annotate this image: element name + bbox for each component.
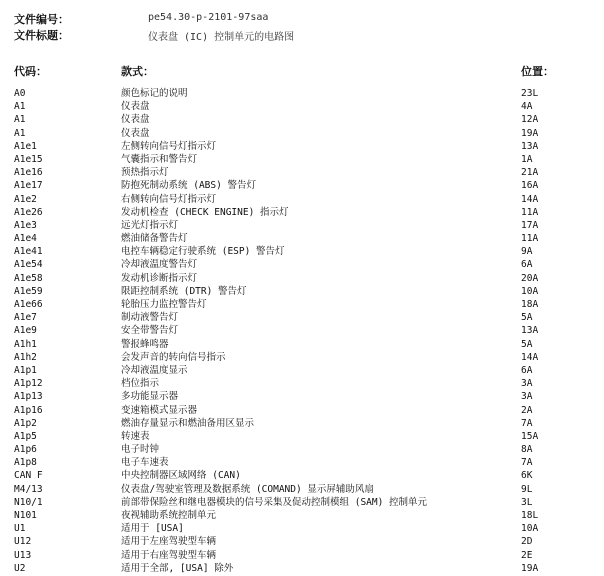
table-row — [0, 166, 604, 179]
component-description: 气囊指示和警告灯 — [121, 153, 198, 165]
table-row — [0, 100, 604, 113]
table-row — [0, 562, 604, 575]
component-code: A1e17 — [14, 180, 43, 192]
component-position: 13A — [521, 325, 539, 337]
component-code: A1e4 — [14, 233, 37, 245]
table-row — [0, 496, 604, 509]
component-description: 适用于 [USA] — [121, 523, 184, 535]
component-position: 16A — [521, 180, 539, 192]
component-code: A1e54 — [14, 259, 43, 271]
component-position: 18L — [521, 510, 539, 521]
component-position: 11A — [521, 206, 539, 218]
component-description: 前部带保险丝和继电器模块的信号采集及促动控制模组 (SAM) 控制单元 — [121, 496, 428, 508]
component-description: 适用于右座驾驶型车辆 — [121, 549, 217, 561]
component-position: 5A — [521, 338, 533, 350]
table-row — [0, 298, 604, 311]
component-position: 9L — [521, 483, 533, 495]
component-description: 左侧转向信号灯指示灯 — [121, 140, 217, 152]
component-position: 6A — [521, 364, 533, 376]
table-row — [0, 311, 604, 324]
table-row — [0, 522, 604, 535]
component-code: A1p5 — [14, 430, 37, 442]
component-code: A1h1 — [14, 338, 37, 350]
table-row — [0, 483, 604, 496]
component-position: 13A — [521, 140, 539, 152]
component-code: A1p12 — [14, 378, 43, 390]
table-row — [0, 127, 604, 140]
component-description: 限距控制系统 (DTR) 警告灯 — [121, 285, 247, 297]
component-description: 警报蜂鸣器 — [121, 338, 169, 350]
component-code: U2 — [14, 562, 26, 574]
table-row — [0, 364, 604, 377]
component-position: 17A — [521, 219, 539, 231]
component-code: A1e3 — [14, 219, 37, 231]
component-code: A1e58 — [14, 272, 43, 284]
table-row — [0, 377, 604, 390]
component-position: 10A — [521, 523, 539, 535]
pos-column-header: 位置： — [521, 65, 554, 78]
component-code: M4/13 — [14, 483, 43, 495]
desc-column-header: 款式： — [121, 65, 154, 78]
table-row — [0, 113, 604, 126]
component-description: 制动液警告灯 — [121, 312, 179, 324]
table-row — [0, 456, 604, 469]
component-position: 2A — [521, 404, 533, 416]
component-description: 仪表盘 — [121, 127, 150, 139]
component-position: 3A — [521, 391, 533, 403]
table-row — [0, 469, 604, 482]
component-code: A1p16 — [14, 404, 43, 416]
component-position: 9A — [521, 246, 533, 258]
component-description: 远光灯指示灯 — [121, 219, 179, 231]
component-description: 夜视辅助系统控制单元 — [121, 510, 217, 521]
component-code: A1e41 — [14, 246, 43, 258]
doc-title-label: 文件标题： — [14, 29, 69, 42]
component-code: A1p6 — [14, 444, 37, 456]
component-position: 5A — [521, 312, 533, 324]
component-description: 防抱死制动系统 (ABS) 警告灯 — [121, 180, 257, 192]
component-position: 12A — [521, 114, 539, 126]
table-row — [0, 417, 604, 430]
doc-title-value: 仪表盘 (IC) 控制单元的电路图 — [148, 32, 295, 43]
component-code: A1 — [14, 101, 26, 113]
table-row — [0, 509, 604, 522]
component-code: A1h2 — [14, 351, 37, 363]
component-description: 档位指示 — [121, 378, 160, 390]
component-description: 右侧转向信号灯指示灯 — [121, 193, 217, 205]
component-description: 多功能显示器 — [121, 391, 179, 403]
component-position: 19A — [521, 127, 539, 139]
component-description: 变速箱模式显示器 — [121, 404, 198, 416]
component-position: 11A — [521, 233, 539, 245]
doc-number-value: pe54.30-p-2101-97saa — [148, 12, 269, 23]
component-position: 14A — [521, 351, 539, 363]
table-row — [0, 232, 604, 245]
component-position: 1A — [521, 153, 533, 165]
table-row — [0, 285, 604, 298]
table-row — [0, 179, 604, 192]
component-code: A1e1 — [14, 140, 37, 152]
component-position: 3A — [521, 378, 533, 390]
component-code: A1p2 — [14, 417, 37, 429]
table-row — [0, 153, 604, 166]
table-row — [0, 87, 604, 100]
component-description: 轮胎压力监控警告灯 — [121, 299, 207, 310]
table-row — [0, 193, 604, 206]
component-description: 仪表盘/驾驶室管理及数据系统 (COMAND) 显示屏辅助风扇 — [121, 483, 374, 495]
component-description: 燃油存量显示和燃油备用区显示 — [121, 417, 255, 429]
component-list — [0, 87, 604, 575]
component-code: A1 — [14, 114, 26, 126]
table-row — [0, 351, 604, 364]
component-description: 中央控制器区域网络 (CAN) — [121, 470, 241, 482]
component-code: A1 — [14, 127, 26, 139]
component-code: N101 — [14, 510, 37, 521]
component-code: U1 — [14, 523, 26, 535]
component-position: 20A — [521, 272, 539, 284]
component-code: A1p13 — [14, 391, 43, 403]
component-code: U13 — [14, 549, 32, 561]
component-position: 21A — [521, 167, 539, 179]
component-code: CAN F — [14, 470, 43, 482]
component-description: 电控车辆稳定行驶系统 (ESP) 警告灯 — [121, 246, 285, 258]
component-code: A1e9 — [14, 325, 37, 337]
component-code: N10/1 — [14, 496, 43, 508]
component-code: A1e16 — [14, 167, 43, 179]
table-row — [0, 443, 604, 456]
component-code: A1p8 — [14, 457, 37, 469]
component-code: A1e26 — [14, 206, 43, 218]
table-row — [0, 272, 604, 285]
table-row — [0, 390, 604, 403]
component-code: A1e66 — [14, 299, 43, 310]
table-row — [0, 430, 604, 443]
component-description: 适用于全部, [USA] 除外 — [121, 562, 234, 574]
component-position: 4A — [521, 101, 533, 113]
table-row — [0, 324, 604, 337]
table-row — [0, 535, 604, 548]
component-position: 3L — [521, 496, 533, 508]
component-position: 14A — [521, 193, 539, 205]
component-code: A1e15 — [14, 153, 43, 165]
component-position: 6A — [521, 259, 533, 271]
table-row — [0, 140, 604, 153]
component-description: 仪表盘 — [121, 114, 150, 126]
component-code: A1e59 — [14, 285, 43, 297]
component-description: 适用于左座驾驶型车辆 — [121, 536, 217, 548]
component-code: U12 — [14, 536, 32, 548]
component-description: 电子车速表 — [121, 457, 169, 469]
component-description: 电子时钟 — [121, 444, 160, 456]
component-position: 10A — [521, 285, 539, 297]
component-description: 冷却液温度警告灯 — [121, 259, 198, 271]
code-column-header: 代码： — [14, 65, 47, 78]
component-position: 6K — [521, 470, 533, 482]
table-row — [0, 206, 604, 219]
component-position: 19A — [521, 562, 539, 574]
component-description: 燃油储备警告灯 — [121, 233, 188, 245]
component-position: 23L — [521, 88, 539, 99]
component-code: A1e7 — [14, 312, 37, 324]
component-position: 18A — [521, 299, 539, 310]
component-description: 冷却液温度显示 — [121, 364, 188, 376]
component-description: 转速表 — [121, 430, 150, 442]
component-code: A1e2 — [14, 193, 37, 205]
component-description: 颜色标记的说明 — [121, 88, 188, 99]
component-description: 会发声音的转向信号指示 — [121, 351, 226, 363]
component-code: A0 — [14, 88, 26, 99]
component-position: 8A — [521, 444, 533, 456]
component-position: 7A — [521, 457, 533, 469]
component-description: 预热指示灯 — [121, 167, 169, 179]
table-row — [0, 219, 604, 232]
component-description: 发动机检查 (CHECK ENGINE) 指示灯 — [121, 206, 289, 218]
component-position: 2E — [521, 549, 533, 561]
component-description: 仪表盘 — [121, 101, 150, 113]
component-position: 2D — [521, 536, 533, 548]
component-code: A1p1 — [14, 364, 37, 376]
component-description: 发动机诊断指示灯 — [121, 272, 198, 284]
table-row — [0, 338, 604, 351]
component-position: 7A — [521, 417, 533, 429]
table-row — [0, 245, 604, 258]
table-row — [0, 258, 604, 271]
component-position: 15A — [521, 430, 539, 442]
table-row — [0, 404, 604, 417]
component-description: 安全带警告灯 — [121, 325, 179, 337]
table-row — [0, 549, 604, 562]
doc-number-label: 文件编号： — [14, 13, 69, 26]
